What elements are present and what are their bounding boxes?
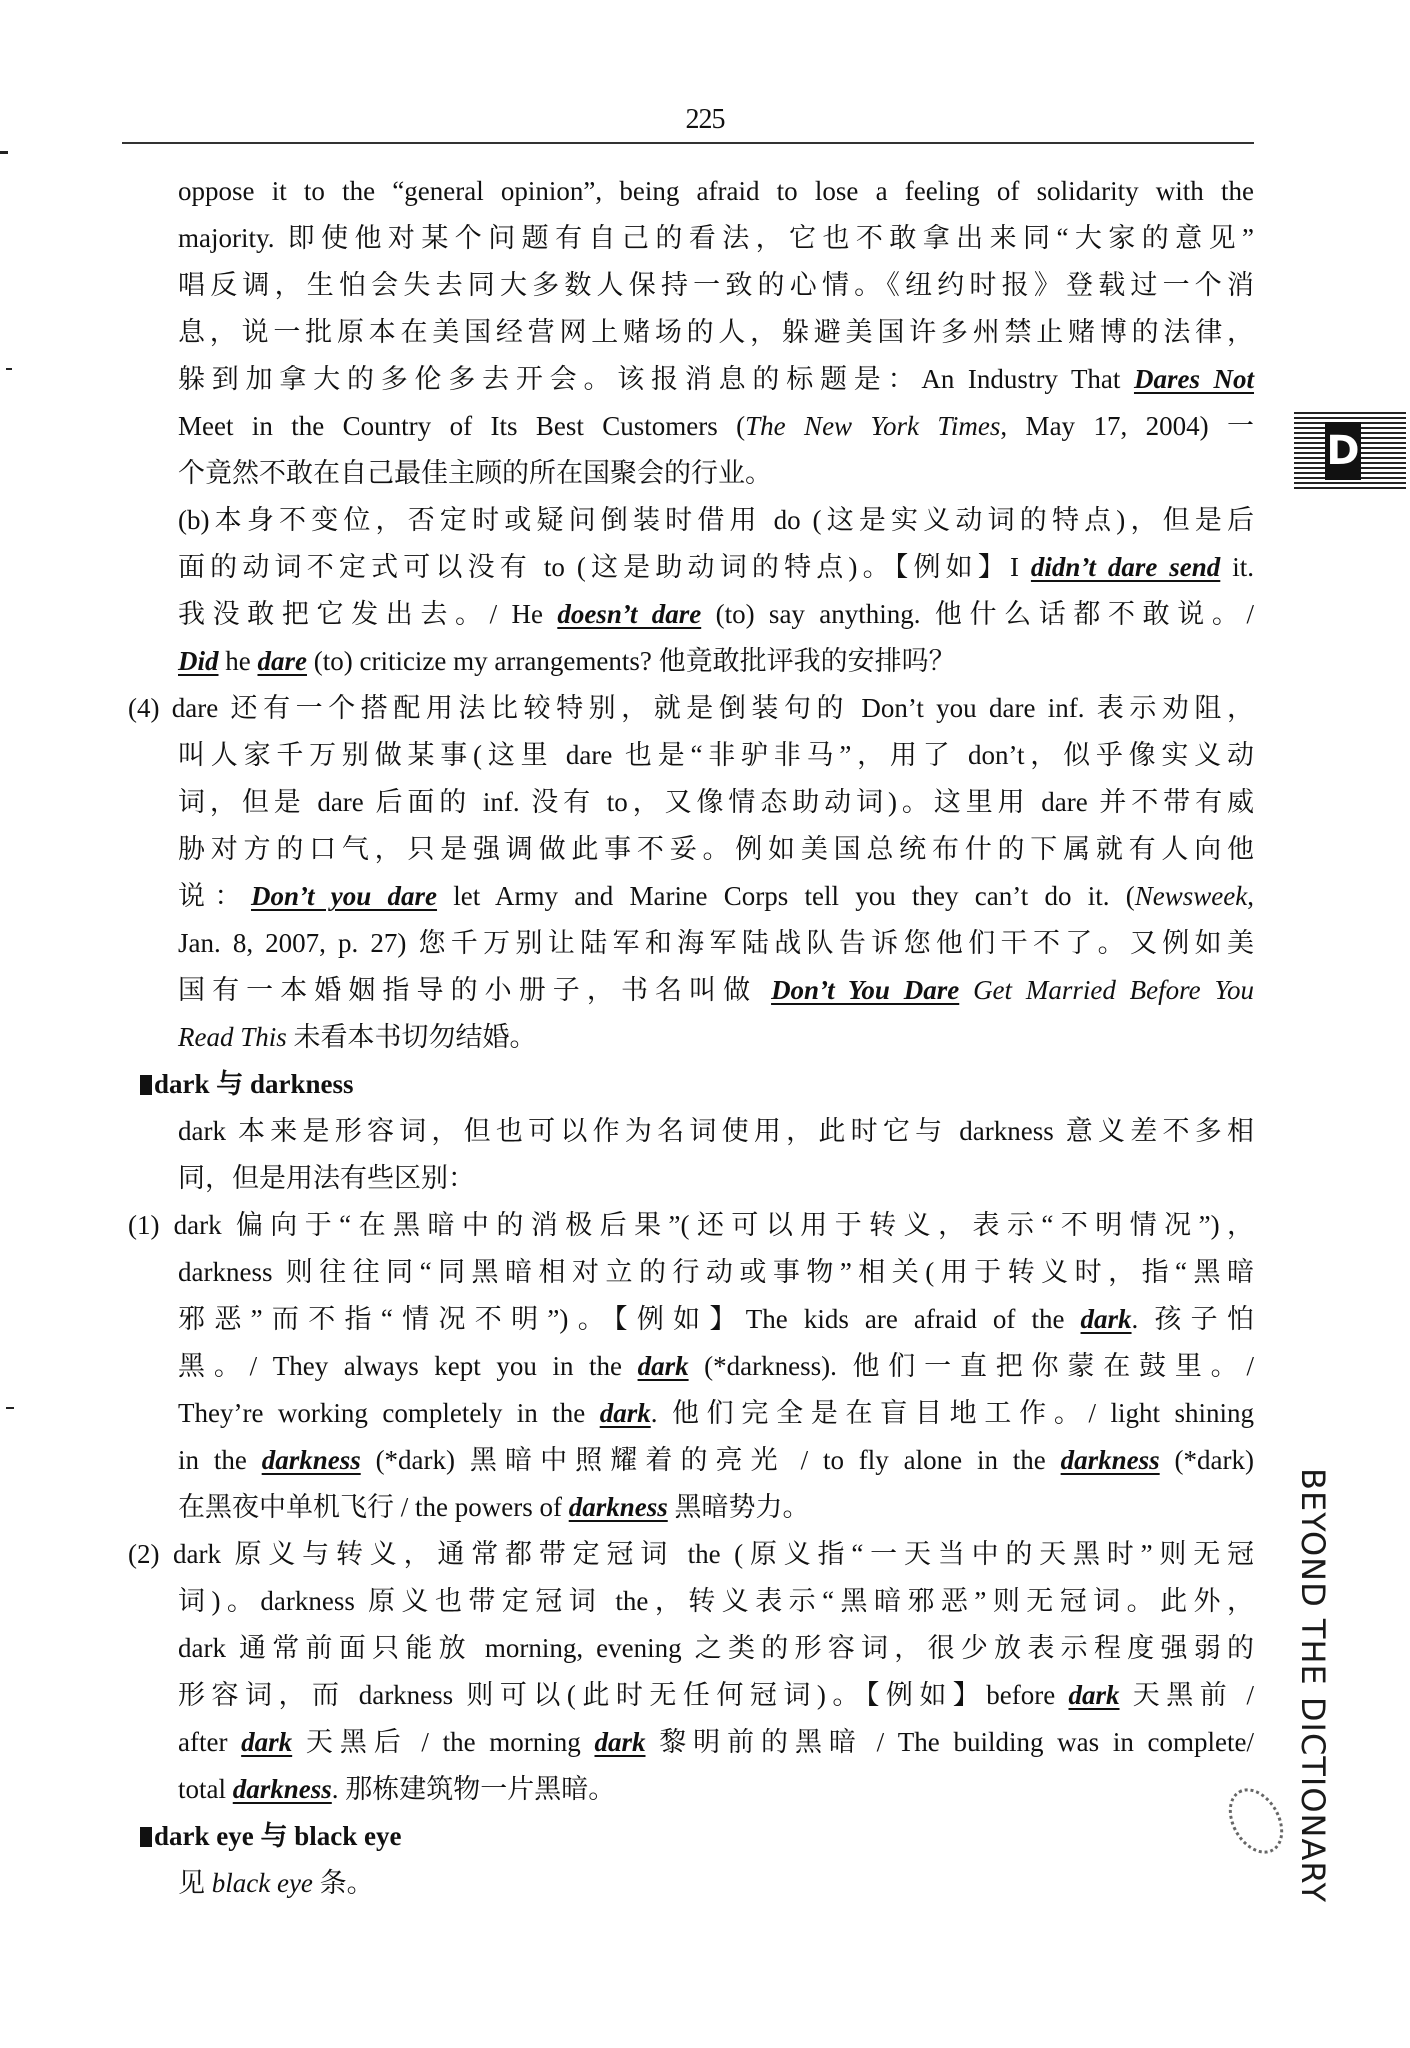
emphasized-term: Don’t you dare bbox=[251, 881, 438, 911]
text-line bbox=[178, 215, 1254, 262]
italic-citation: Newsweek bbox=[1134, 881, 1248, 911]
text-line bbox=[178, 1860, 1254, 1907]
left-margin-mark bbox=[6, 1407, 14, 1409]
text-line bbox=[178, 262, 1254, 309]
line-text: let Army and Marine Corps tell you they can’t do it. ( bbox=[437, 881, 1135, 911]
emphasized-term: Don’t You Dare bbox=[771, 975, 960, 1005]
emphasized-term: didn’t dare send bbox=[1030, 552, 1221, 582]
text-line bbox=[178, 309, 1254, 356]
italic-cross-reference: black eye bbox=[211, 1868, 313, 1898]
page-number: 225 bbox=[685, 104, 725, 135]
text-line bbox=[178, 1766, 1254, 1813]
line-text: . 孩子怕 bbox=[1131, 1304, 1254, 1334]
entry-heading bbox=[140, 1061, 1216, 1108]
left-margin-mark bbox=[6, 368, 12, 370]
line-text: (*darkness). 他们一直把你蒙在鼓里。/ bbox=[688, 1351, 1254, 1381]
line-text: (*dark) bbox=[1159, 1445, 1254, 1475]
emphasized-term: darkness bbox=[568, 1492, 668, 1522]
text-line bbox=[178, 1719, 1254, 1766]
text-line bbox=[178, 544, 1254, 591]
entry-heading-text: dark eye 与 black eye bbox=[154, 1821, 402, 1851]
square-bullet-icon bbox=[140, 1075, 152, 1095]
text-line bbox=[178, 873, 1254, 920]
line-text: 条。 bbox=[312, 1868, 374, 1898]
line-text: 黎明前的黑暗 / The building was in complete/ bbox=[645, 1727, 1254, 1757]
section-tab-letter: D bbox=[1325, 422, 1361, 480]
text-line bbox=[178, 497, 1254, 544]
line-text: (to) say anything. 他什么话都不敢说。/ bbox=[701, 599, 1255, 629]
text-line bbox=[178, 1437, 1254, 1484]
line-text: 面的动词不定式可以没有 to (这是助动词的特点)。【例如】I bbox=[178, 552, 1031, 582]
line-text: 天黑前 / bbox=[1119, 1680, 1254, 1710]
text-line bbox=[178, 1390, 1254, 1437]
line-text: 息，说一批原本在美国经营网上赌场的人，躲避美国许多州禁止赌博的法律， bbox=[178, 317, 1254, 347]
line-text: dark 本来是形容词，但也可以作为名词使用，此时它与 darkness 意义差不多相 bbox=[178, 1116, 1254, 1146]
text-line bbox=[178, 168, 1254, 215]
line-text: 黑暗势力。 bbox=[667, 1492, 810, 1522]
text-line bbox=[128, 1531, 1254, 1578]
line-text: (1) dark 偏向于“在黑暗中的消极后果”(还可以用于转义，表示“不明情况”)， bbox=[128, 1210, 1254, 1240]
line-text: dark 通常前面只能放 morning, evening 之类的形容词，很少放表示程度强弱的 bbox=[178, 1633, 1254, 1663]
emphasized-term: dark bbox=[637, 1351, 689, 1381]
line-text: 黑。/ They always kept you in the bbox=[178, 1351, 638, 1381]
text-line bbox=[178, 1249, 1254, 1296]
line-text: 我没敢把它发出去。/ He bbox=[178, 599, 558, 629]
line-text bbox=[959, 975, 973, 1005]
emphasized-term: dark bbox=[599, 1398, 651, 1428]
line-text: . 那栋建筑物一片黑暗。 bbox=[331, 1774, 616, 1804]
line-text: 未看本书切勿结婚。 bbox=[286, 1022, 537, 1052]
line-text: 邪恶”而不指“情况不明”)。【例如】The kids are afraid of the bbox=[178, 1304, 1081, 1334]
line-text: 躲到加拿大的多伦多去开会。该报消息的标题是：An Industry That bbox=[178, 364, 1134, 394]
line-text: 词)。darkness 原义也带定冠词 the，转义表示“黑暗邪恶”则无冠词。此外， bbox=[178, 1586, 1254, 1616]
text-line bbox=[178, 1625, 1254, 1672]
text-line bbox=[178, 1014, 1254, 1061]
line-text: total bbox=[178, 1774, 233, 1804]
emphasized-term: dare bbox=[257, 646, 307, 676]
text-line bbox=[178, 356, 1254, 403]
emphasized-term: Did bbox=[178, 646, 219, 676]
text-line bbox=[178, 779, 1254, 826]
text-line bbox=[178, 1484, 1254, 1531]
line-text: majority. 即使他对某个问题有自己的看法，它也不敢拿出来同“大家的意见” bbox=[178, 223, 1254, 253]
line-text: Jan. 8, 2007, p. 27) 您千万别让陆军和海军陆战队告诉您他们干不了。又例如美 bbox=[178, 928, 1254, 958]
line-text: 唱反调，生怕会失去同大多数人保持一致的心情。《纽约时报》登载过一个消 bbox=[178, 270, 1254, 300]
italic-book-title: Read This bbox=[178, 1022, 287, 1052]
text-line bbox=[178, 403, 1254, 450]
line-text: 天黑后 / the morning bbox=[292, 1727, 595, 1757]
emphasized-term: darkness bbox=[261, 1445, 361, 1475]
line-text: oppose it to the “general opinion”, being afraid to lose a feeling of solidarity with the bbox=[178, 176, 1254, 206]
line-text: , May 17, 2004) 一 bbox=[1000, 411, 1254, 441]
text-line bbox=[178, 1343, 1254, 1390]
line-text: 词，但是 dare 后面的 inf. 没有 to，又像情态助动词)。这里用 dare 并不带有威 bbox=[178, 787, 1254, 817]
entry-heading bbox=[140, 1813, 1216, 1860]
emphasized-term: dark bbox=[241, 1727, 293, 1757]
line-text: 说： bbox=[178, 881, 252, 911]
line-text: They’re working completely in the bbox=[178, 1398, 600, 1428]
text-line bbox=[178, 1296, 1254, 1343]
text-line bbox=[178, 826, 1254, 873]
text-line bbox=[178, 732, 1254, 779]
line-text: (b)本身不变位，否定时或疑问倒装时借用 do (这是实义动词的特点)，但是后 bbox=[178, 505, 1254, 535]
line-text: 在黑夜中单机飞行 / the powers of bbox=[178, 1492, 569, 1522]
line-text: it. bbox=[1220, 552, 1254, 582]
side-brand-text: BEYOND THE DICTIONARY bbox=[1294, 1468, 1332, 1904]
line-text: darkness 则往往同“同黑暗相对立的行动或事物”相关(用于转义时，指“黑暗 bbox=[178, 1257, 1254, 1287]
line-text: 形容词，而 darkness 则可以(此时无任何冠词)。【例如】before bbox=[178, 1680, 1069, 1710]
line-text: 个竟然不敢在自己最佳主顾的所在国聚会的行业。 bbox=[178, 458, 772, 488]
entry-heading-text: dark 与 darkness bbox=[154, 1069, 354, 1099]
line-text: 同，但是用法有些区别： bbox=[178, 1163, 475, 1193]
text-line bbox=[178, 920, 1254, 967]
text-line bbox=[178, 1672, 1254, 1719]
emphasized-term: darkness bbox=[232, 1774, 332, 1804]
line-text: after bbox=[178, 1727, 242, 1757]
square-bullet-icon bbox=[140, 1827, 152, 1847]
line-text: 叫人家千万别做某事(这里 dare 也是“非驴非马”，用了 don’t，似乎像实义动 bbox=[178, 740, 1254, 770]
line-text: (*dark) 黑暗中照耀着的亮光 / to fly alone in the bbox=[360, 1445, 1061, 1475]
line-text: , bbox=[1247, 881, 1254, 911]
emphasized-term: darkness bbox=[1060, 1445, 1160, 1475]
line-text: (4) dare 还有一个搭配用法比较特别，就是倒装句的 Don’t you dare inf. 表示劝阻， bbox=[128, 693, 1254, 723]
line-text: in the bbox=[178, 1445, 262, 1475]
left-margin-mark bbox=[0, 151, 8, 154]
line-text: (to) criticize my arrangements? 他竟敢批评我的安排吗？ bbox=[306, 646, 956, 676]
line-text: he bbox=[218, 646, 258, 676]
line-text: . 他们完全是在盲目地工作。/ light shining bbox=[650, 1398, 1254, 1428]
line-text: 见 bbox=[178, 1868, 212, 1898]
text-line bbox=[178, 450, 1254, 497]
emphasized-term: dark bbox=[594, 1727, 646, 1757]
text-line bbox=[178, 591, 1254, 638]
text-line bbox=[128, 1202, 1254, 1249]
text-line bbox=[128, 685, 1254, 732]
italic-book-title: Get Married Before You bbox=[973, 975, 1255, 1005]
text-line bbox=[178, 1108, 1254, 1155]
emphasized-term: dark bbox=[1080, 1304, 1132, 1334]
header-rule bbox=[122, 142, 1254, 144]
emphasized-term: doesn’t dare bbox=[557, 599, 702, 629]
text-line bbox=[178, 638, 1254, 685]
line-text: (2) dark 原义与转义，通常都带定冠词 the (原义指“一天当中的天黑时”则无冠 bbox=[128, 1539, 1254, 1569]
emphasized-term: Dares Not bbox=[1133, 364, 1255, 394]
line-text: 胁对方的口气，只是强调做此事不妥。例如美国总统布什的下属就有人向他 bbox=[178, 834, 1254, 864]
line-text: 国有一本婚姻指导的小册子，书名叫做 bbox=[178, 975, 772, 1005]
text-line bbox=[178, 967, 1254, 1014]
italic-citation: The New York Times bbox=[745, 411, 1001, 441]
emphasized-term: dark bbox=[1068, 1680, 1120, 1710]
text-line bbox=[178, 1155, 1254, 1202]
line-text: Meet in the Country of Its Best Customers ( bbox=[178, 411, 746, 441]
text-line bbox=[178, 1578, 1254, 1625]
